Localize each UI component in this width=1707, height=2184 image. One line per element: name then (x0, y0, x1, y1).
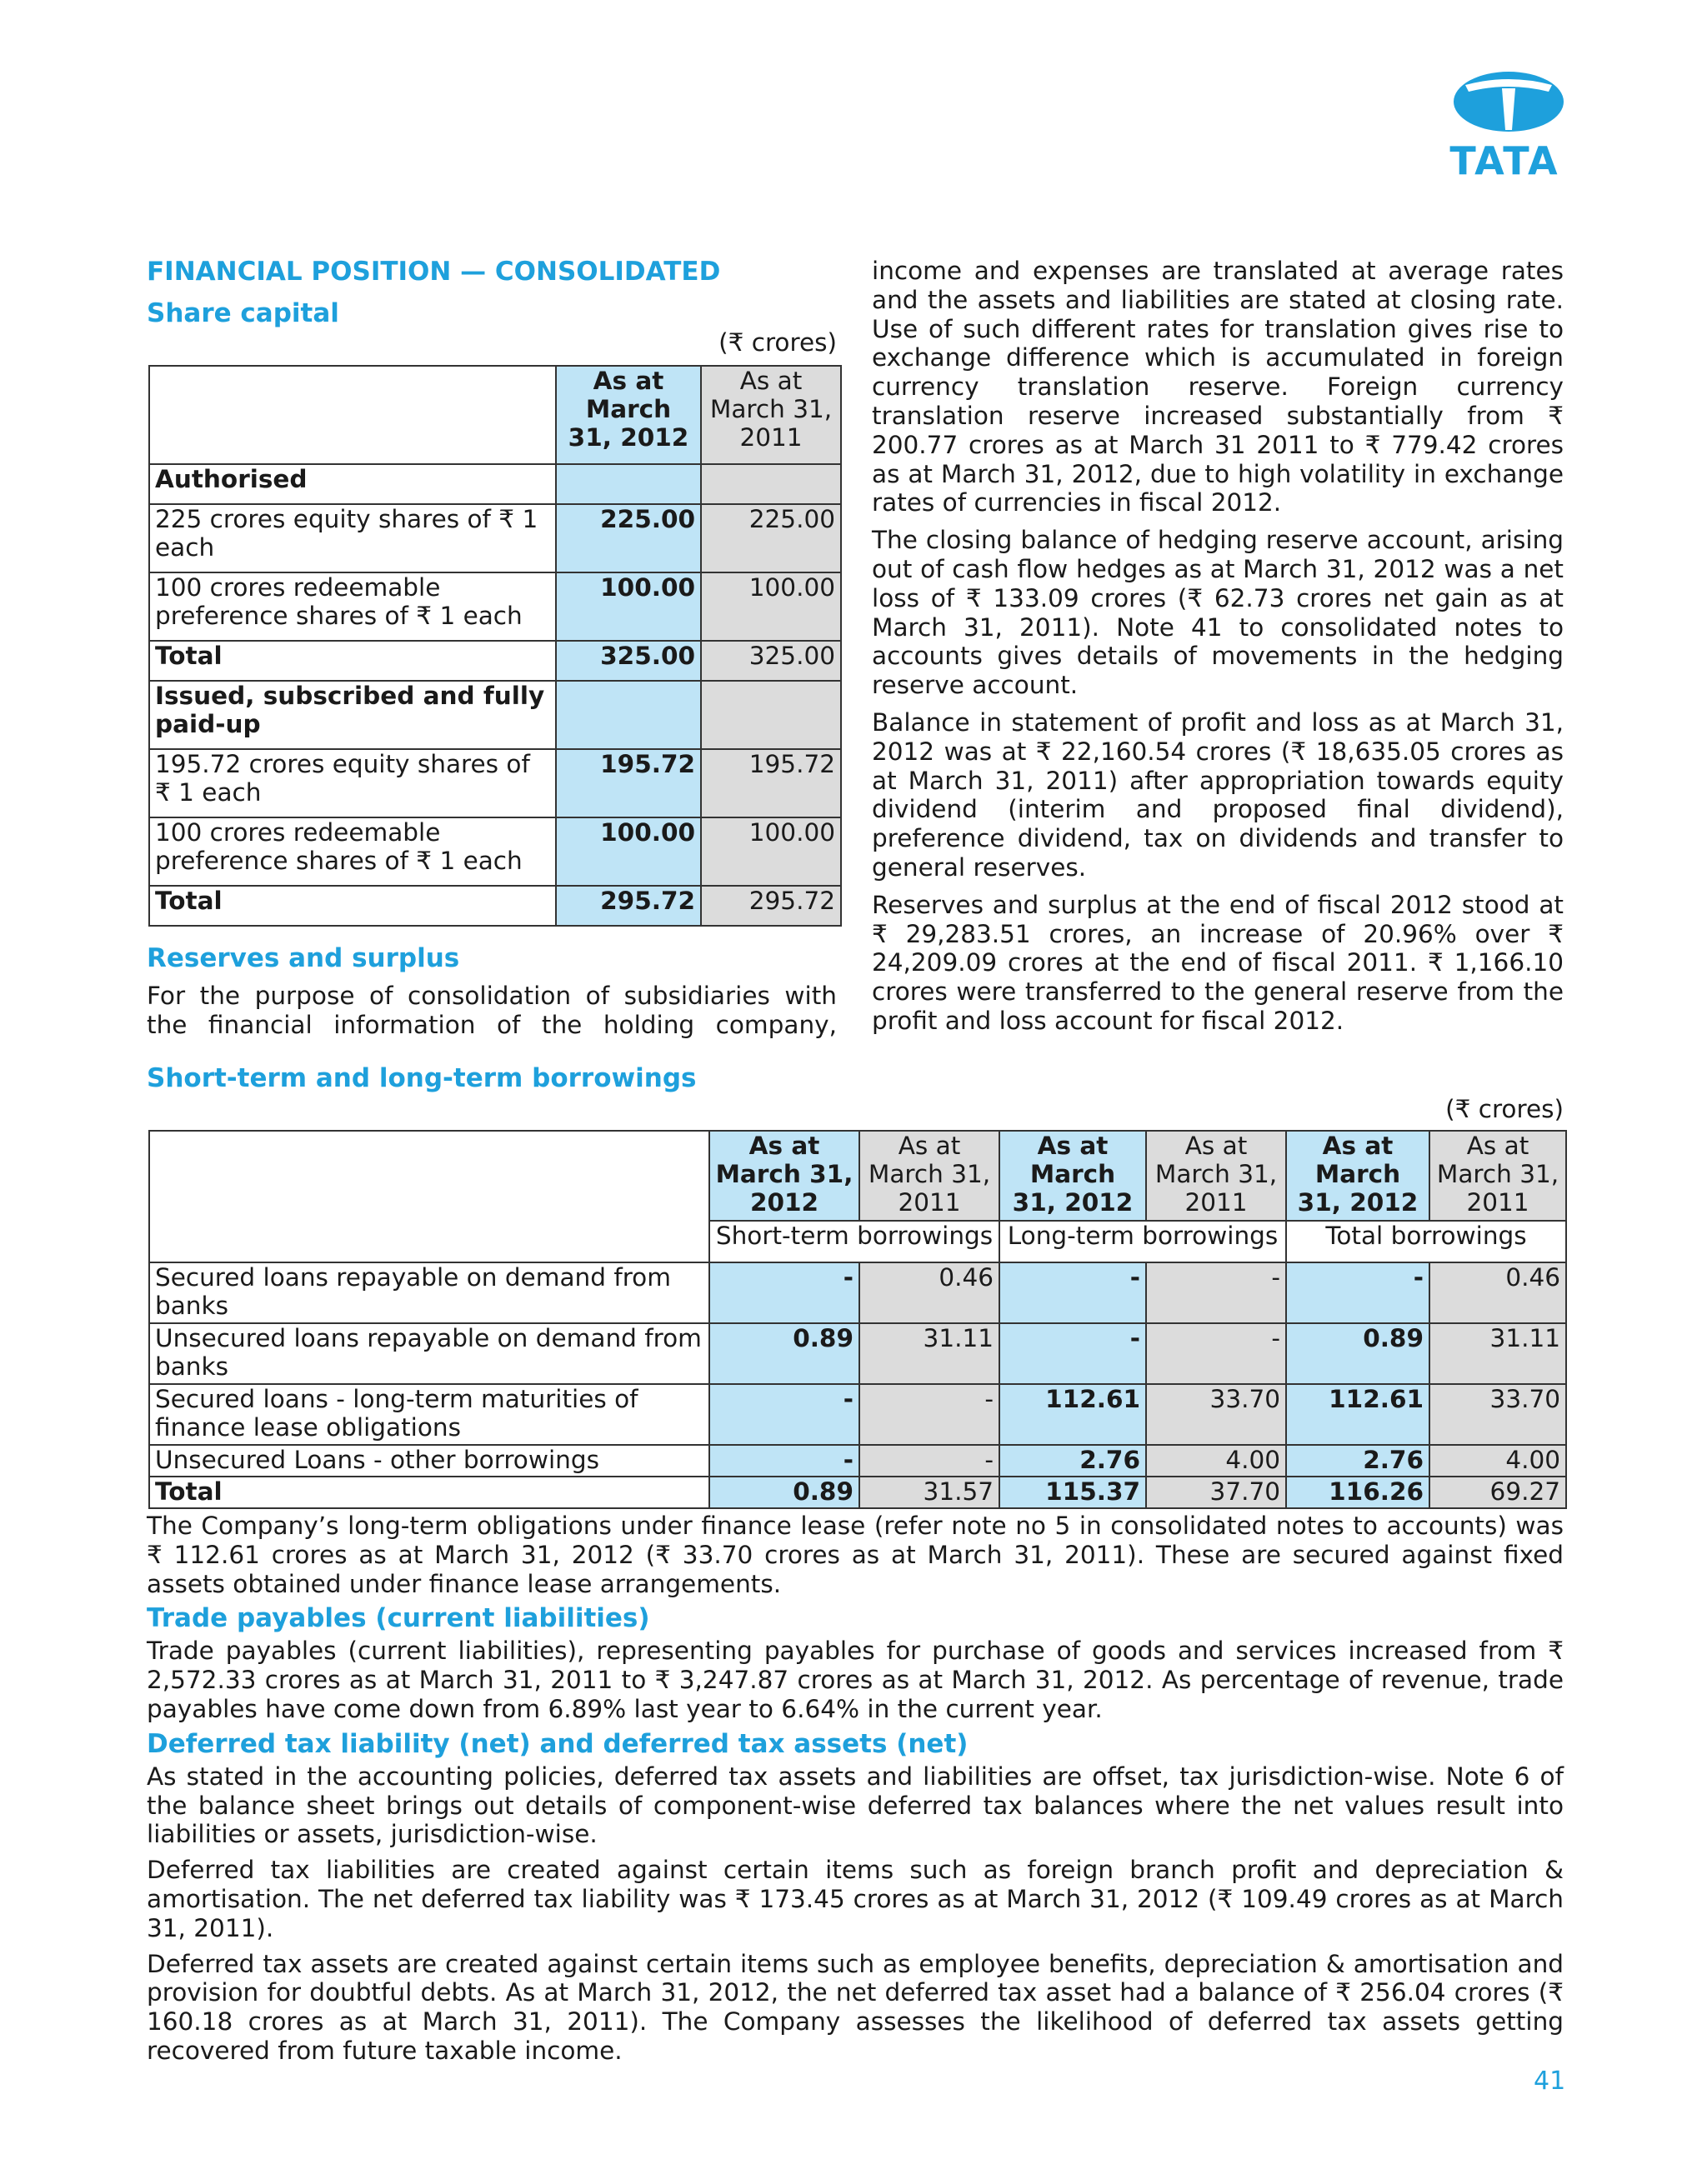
value-cell: 2.76 (1286, 1445, 1429, 1477)
share-capital-unit: (₹ crores) (718, 328, 837, 357)
deferred-tax-paragraph-3: Deferred tax assets are created against certain items such as employee benefits, depreciation & amortisation and provision for doubtful debts. As at March 31, 2012, the net deferred tax asset had a balance of ₹ 256.04 crores (₹ 160.18 crores as at March 31, 2011). The Company assesses the likelihood of deferred tax assets getting recovered from future taxable income. (147, 1949, 1564, 2065)
deferred-tax-paragraph-2: Deferred tax liabilities are created against certain items such as foreign branch profit and depreciation & amortisation. The net deferred tax liability was ₹ 173.45 crores as at March 31, 2012 (₹ 109.49 crores as at March 31, 2011). (147, 1856, 1564, 1942)
row-label: Total (149, 641, 556, 681)
row-label: 100 crores redeemable preference shares of ₹ 1 each (149, 817, 556, 886)
table-row (149, 1323, 1566, 1384)
value-cell: 33.70 (1429, 1384, 1566, 1445)
value-cell: - (999, 1323, 1146, 1384)
header-lt-2012: As at March 31, 2012 (999, 1131, 1146, 1221)
table-row (149, 817, 841, 886)
value-cell: 0.46 (859, 1262, 999, 1323)
table-row (149, 641, 841, 681)
reserves-heading: Reserves and surplus (147, 943, 460, 973)
reserves-surplus-paragraph: Reserves and surplus at the end of fiscal 2012 stood at ₹ 29,283.51 crores, an increase of 20.96% over ₹ 24,209.09 crores at the end of fiscal 2011. ₹ 1,166.10 crores were transferred to the general reserve from the profit and loss account for fiscal 2012. (872, 890, 1564, 1035)
row-label: Secured loans repayable on demand from banks (149, 1262, 709, 1323)
value-2011: 325.00 (701, 641, 841, 681)
group-short-term: Short-term borrowings (709, 1221, 999, 1262)
header-2012: As at March 31, 2012 (556, 366, 701, 464)
value-cell: 37.70 (1146, 1477, 1286, 1508)
value-cell: 112.61 (1286, 1384, 1429, 1445)
table-row (149, 886, 841, 926)
table-row (149, 681, 841, 749)
value-cell: 112.61 (999, 1384, 1146, 1445)
value-cell: 33.70 (1146, 1384, 1286, 1445)
value-cell: - (999, 1262, 1146, 1323)
header-2011: As at March 31, 2011 (701, 366, 841, 464)
value-2012 (556, 681, 701, 749)
value-cell: 0.46 (1429, 1262, 1566, 1323)
value-2012: 100.00 (556, 572, 701, 641)
row-label: Total (149, 1477, 709, 1508)
value-2012: 100.00 (556, 817, 701, 886)
deferred-tax-paragraph-1: As stated in the accounting policies, deferred tax assets and liabilities are offset, tax jurisdiction-wise. Note 6 of the balance sheet brings out details of component-wise deferred tax balances where the net values result into liabilities or assets, jurisdiction-wise. (147, 1762, 1564, 1849)
value-2012: 225.00 (556, 504, 701, 572)
row-label: Authorised (149, 464, 556, 504)
tata-logo-emblem (1450, 68, 1567, 135)
value-2012: 195.72 (556, 749, 701, 817)
profit-loss-paragraph: Balance in statement of profit and loss as at March 31, 2012 was at ₹ 22,160.54 crores (₹ 18,635.05 crores as at March 31, 2011) after appropriation towards equity dividend (interim and proposed final dividend), preference dividend, tax on dividends and transfer to general reserves. (872, 707, 1564, 882)
row-label: Unsecured Loans - other borrowings (149, 1445, 709, 1477)
row-label: Secured loans - long-term maturities of finance lease obligations (149, 1384, 709, 1445)
lower-section (147, 1512, 1564, 2066)
value-2011: 295.72 (701, 886, 841, 926)
table-row (149, 749, 841, 817)
value-cell: 31.57 (859, 1477, 999, 1508)
trade-payables-heading: Trade payables (current liabilities) (147, 1603, 650, 1634)
share-capital-heading: Share capital (147, 298, 339, 328)
table-row (149, 1384, 1566, 1445)
table-header-row (149, 1131, 1566, 1221)
row-label: 225 crores equity shares of ₹ 1 each (149, 504, 556, 572)
row-label: 195.72 crores equity shares of ₹ 1 each (149, 749, 556, 817)
tata-logo-word: TATA (1449, 138, 1559, 183)
share-capital-table (148, 365, 842, 927)
trade-payables-text: Trade payables (current liabilities), representing payables for purchase of goods and services increased from ₹ 2,572.33 crores as at March 31, 2011 to ₹ 3,247.87 crores as at March 31, 2012. As percentage of revenue, trade payables have come down from 6.89% last year to 6.64% in the current year. (147, 1637, 1564, 1723)
value-cell: - (859, 1384, 999, 1445)
header-empty-cell (149, 366, 556, 464)
row-label: Unsecured loans repayable on demand from banks (149, 1323, 709, 1384)
value-cell: 69.27 (1429, 1477, 1566, 1508)
value-cell: 0.89 (709, 1323, 859, 1384)
table-row (149, 504, 841, 572)
group-long-term: Long-term borrowings (999, 1221, 1286, 1262)
table-row (149, 1477, 1566, 1508)
header-st-2012: As at March 31, 2012 (709, 1131, 859, 1221)
value-2011: 100.00 (701, 572, 841, 641)
header-st-2011: As at March 31, 2011 (859, 1131, 999, 1221)
right-column (872, 257, 1564, 1036)
table-row (149, 1445, 1566, 1477)
value-cell: - (1286, 1262, 1429, 1323)
row-label: 100 crores redeemable preference shares of ₹ 1 each (149, 572, 556, 641)
value-2011 (701, 464, 841, 504)
header-lt-2011: As at March 31, 2011 (1146, 1131, 1286, 1221)
value-cell: 116.26 (1286, 1477, 1429, 1508)
hedging-reserve-paragraph: The closing balance of hedging reserve account, arising out of cash flow hedges as at March 31, 2012 was a net loss of ₹ 133.09 crores (₹ 62.73 crores net gain as at March 31, 2011). Note 41 to consolidated notes to accounts gives details of movements in the hedging reserve account. (872, 526, 1564, 700)
value-cell: - (1146, 1323, 1286, 1384)
value-2011: 100.00 (701, 817, 841, 886)
header-empty-cell (149, 1131, 709, 1262)
value-2011 (701, 681, 841, 749)
value-2011: 225.00 (701, 504, 841, 572)
value-2012: 295.72 (556, 886, 701, 926)
value-cell: 4.00 (1146, 1445, 1286, 1477)
header-total-2012: As at March 31, 2012 (1286, 1131, 1429, 1221)
table-header-row (149, 366, 841, 464)
value-cell: 0.89 (1286, 1323, 1429, 1384)
value-cell: 0.89 (709, 1477, 859, 1508)
value-cell: - (1146, 1262, 1286, 1323)
table-row (149, 572, 841, 641)
deferred-tax-heading: Deferred tax liability (net) and deferred tax assets (net) (147, 1728, 969, 1759)
value-cell: 2.76 (999, 1445, 1146, 1477)
value-cell: - (709, 1384, 859, 1445)
row-label: Total (149, 886, 556, 926)
row-label: Issued, subscribed and fully paid-up (149, 681, 556, 749)
table-row (149, 464, 841, 504)
value-2012: 325.00 (556, 641, 701, 681)
finance-lease-note: The Company’s long-term obligations under finance lease (refer note no 5 in consolidated notes to accounts) was ₹ 112.61 crores as at March 31, 2012 (₹ 33.70 crores as at March 31, 2011). These are secured against fixed assets obtained under finance lease arrangements. (147, 1512, 1564, 1598)
value-2012 (556, 464, 701, 504)
value-cell: 31.11 (1429, 1323, 1566, 1384)
value-cell: 4.00 (1429, 1445, 1566, 1477)
value-cell: 115.37 (999, 1477, 1146, 1508)
header-total-2011: As at March 31, 2011 (1429, 1131, 1566, 1221)
section-heading: FINANCIAL POSITION — CONSOLIDATED (147, 257, 721, 287)
page-number: 41 (1534, 2067, 1566, 2096)
borrowings-unit: (₹ crores) (1445, 1095, 1564, 1123)
table-row (149, 1262, 1566, 1323)
value-cell: - (859, 1445, 999, 1477)
value-2011: 195.72 (701, 749, 841, 817)
fx-reserve-paragraph: income and expenses are translated at average rates and the assets and liabilities are stated at closing rate. Use of such different rates for translation gives rise to exchange difference which is accumulated in foreign currency translation reserve. Foreign currency translation reserve increased substantially from ₹ 200.77 crores as at March 31 2011 to ₹ 779.42 crores as at March 31, 2012, due to high volatility in exchange rates of currencies in fiscal 2012. (872, 257, 1564, 517)
borrowings-heading: Short-term and long-term borrowings (147, 1063, 697, 1093)
value-cell: 31.11 (859, 1323, 999, 1384)
value-cell: - (709, 1262, 859, 1323)
borrowings-table (148, 1130, 1567, 1509)
reserves-text: For the purpose of consolidation of subsidiaries with the financial information of the holding company, (147, 982, 837, 1039)
value-cell: - (709, 1445, 859, 1477)
group-total: Total borrowings (1286, 1221, 1566, 1262)
